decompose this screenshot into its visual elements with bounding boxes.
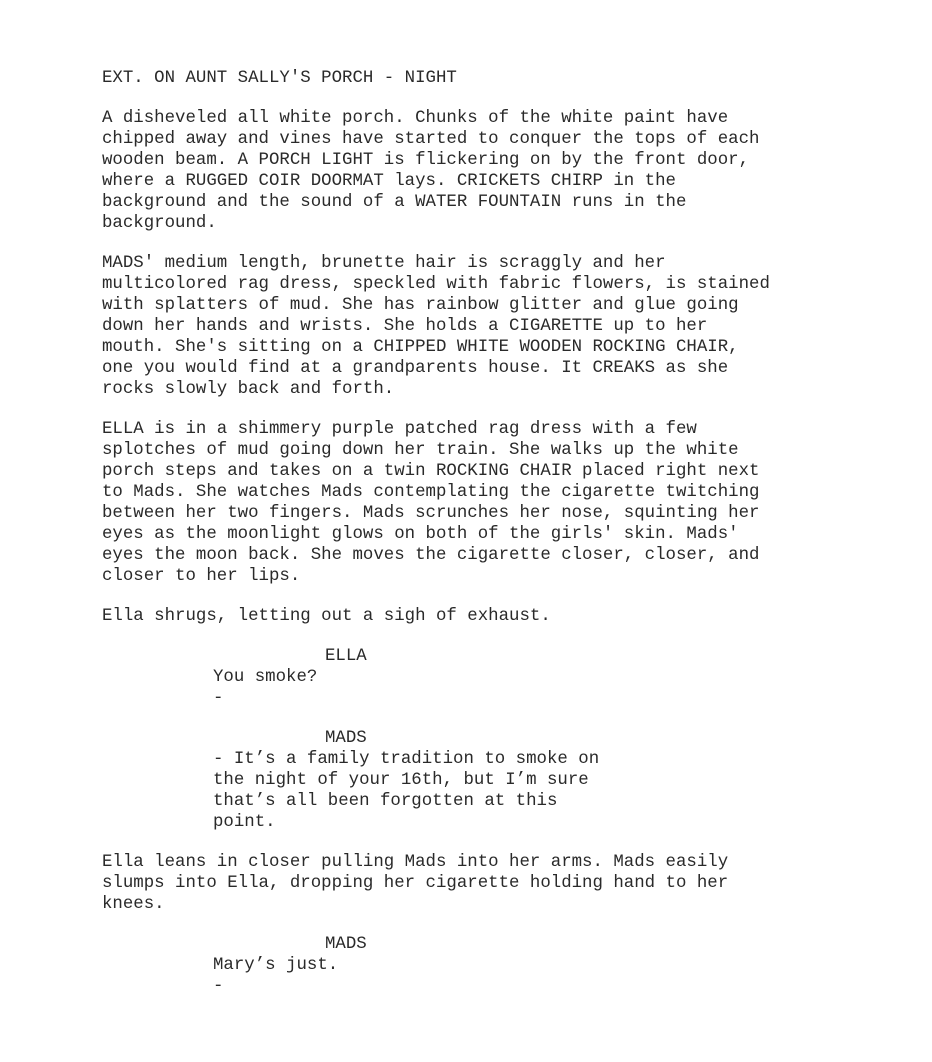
action-line: multicolored rag dress, speckled with fabric flowers, is stained bbox=[102, 275, 770, 294]
action-line: rocks slowly back and forth. bbox=[102, 380, 395, 399]
dialogue-line: point. bbox=[213, 813, 276, 832]
character-name: ELLA bbox=[325, 647, 367, 666]
action-line: with splatters of mud. She has rainbow glitter and glue going bbox=[102, 296, 739, 315]
action-line: background and the sound of a WATER FOUNTAIN runs in the bbox=[102, 193, 687, 212]
action-line: porch steps and takes on a twin ROCKING CHAIR placed right next bbox=[102, 462, 760, 481]
action-line: mouth. She's sitting on a CHIPPED WHITE WOODEN ROCKING CHAIR, bbox=[102, 338, 739, 357]
action-paragraph-3 bbox=[102, 419, 862, 587]
character-name: MADS bbox=[325, 935, 367, 954]
dialogue-line: Mary’s just. bbox=[213, 956, 339, 975]
action-line: to Mads. She watches Mads contemplating the cigarette twitching bbox=[102, 483, 760, 502]
character-name: MADS bbox=[325, 729, 367, 748]
action-paragraph-1 bbox=[102, 108, 862, 234]
action-line: Ella leans in closer pulling Mads into her arms. Mads easily bbox=[102, 853, 729, 872]
dialogue-line: - bbox=[213, 977, 224, 996]
action-line: wooden beam. A PORCH LIGHT is flickering on by the front door, bbox=[102, 151, 750, 170]
action-line: closer to her lips. bbox=[102, 567, 301, 586]
action-line: one you would find at a grandparents house. It CREAKS as she bbox=[102, 359, 729, 378]
dialogue-line: that’s all been forgotten at this bbox=[213, 792, 558, 811]
action-line: knees. bbox=[102, 895, 165, 914]
action-line: between her two fingers. Mads scrunches her nose, squinting her bbox=[102, 504, 760, 523]
action-paragraph-2 bbox=[102, 253, 862, 400]
dialogue-block-3 bbox=[102, 934, 862, 997]
action-line: MADS' medium length, brunette hair is scraggly and her bbox=[102, 254, 666, 273]
action-paragraph-5 bbox=[102, 852, 862, 915]
action-line: chipped away and vines have started to conquer the tops of each bbox=[102, 130, 760, 149]
action-line: slumps into Ella, dropping her cigarette holding hand to her bbox=[102, 874, 729, 893]
action-line: eyes the moon back. She moves the cigarette closer, closer, and bbox=[102, 546, 760, 565]
action-line: Ella shrugs, letting out a sigh of exhaust. bbox=[102, 607, 551, 626]
screenplay-text bbox=[102, 68, 862, 997]
action-line: where a RUGGED COIR DOORMAT lays. CRICKETS CHIRP in the bbox=[102, 172, 676, 191]
dialogue-line: You smoke? bbox=[213, 668, 318, 687]
scene-heading: EXT. ON AUNT SALLY'S PORCH - NIGHT bbox=[102, 69, 457, 88]
action-paragraph-4 bbox=[102, 606, 862, 627]
dialogue-line: the night of your 16th, but I’m sure bbox=[213, 771, 589, 790]
dialogue-block-1 bbox=[102, 646, 862, 709]
action-line: eyes as the moonlight glows on both of the girls' skin. Mads' bbox=[102, 525, 739, 544]
dialogue-line: - It’s a family tradition to smoke on bbox=[213, 750, 600, 769]
action-line: A disheveled all white porch. Chunks of the white paint have bbox=[102, 109, 729, 128]
action-line: splotches of mud going down her train. She walks up the white bbox=[102, 441, 739, 460]
dialogue-block-2 bbox=[102, 728, 862, 833]
action-line: ELLA is in a shimmery purple patched rag dress with a few bbox=[102, 420, 697, 439]
dialogue-line: - bbox=[213, 689, 224, 708]
action-line: down her hands and wrists. She holds a CIGARETTE up to her bbox=[102, 317, 708, 336]
action-line: background. bbox=[102, 214, 217, 233]
